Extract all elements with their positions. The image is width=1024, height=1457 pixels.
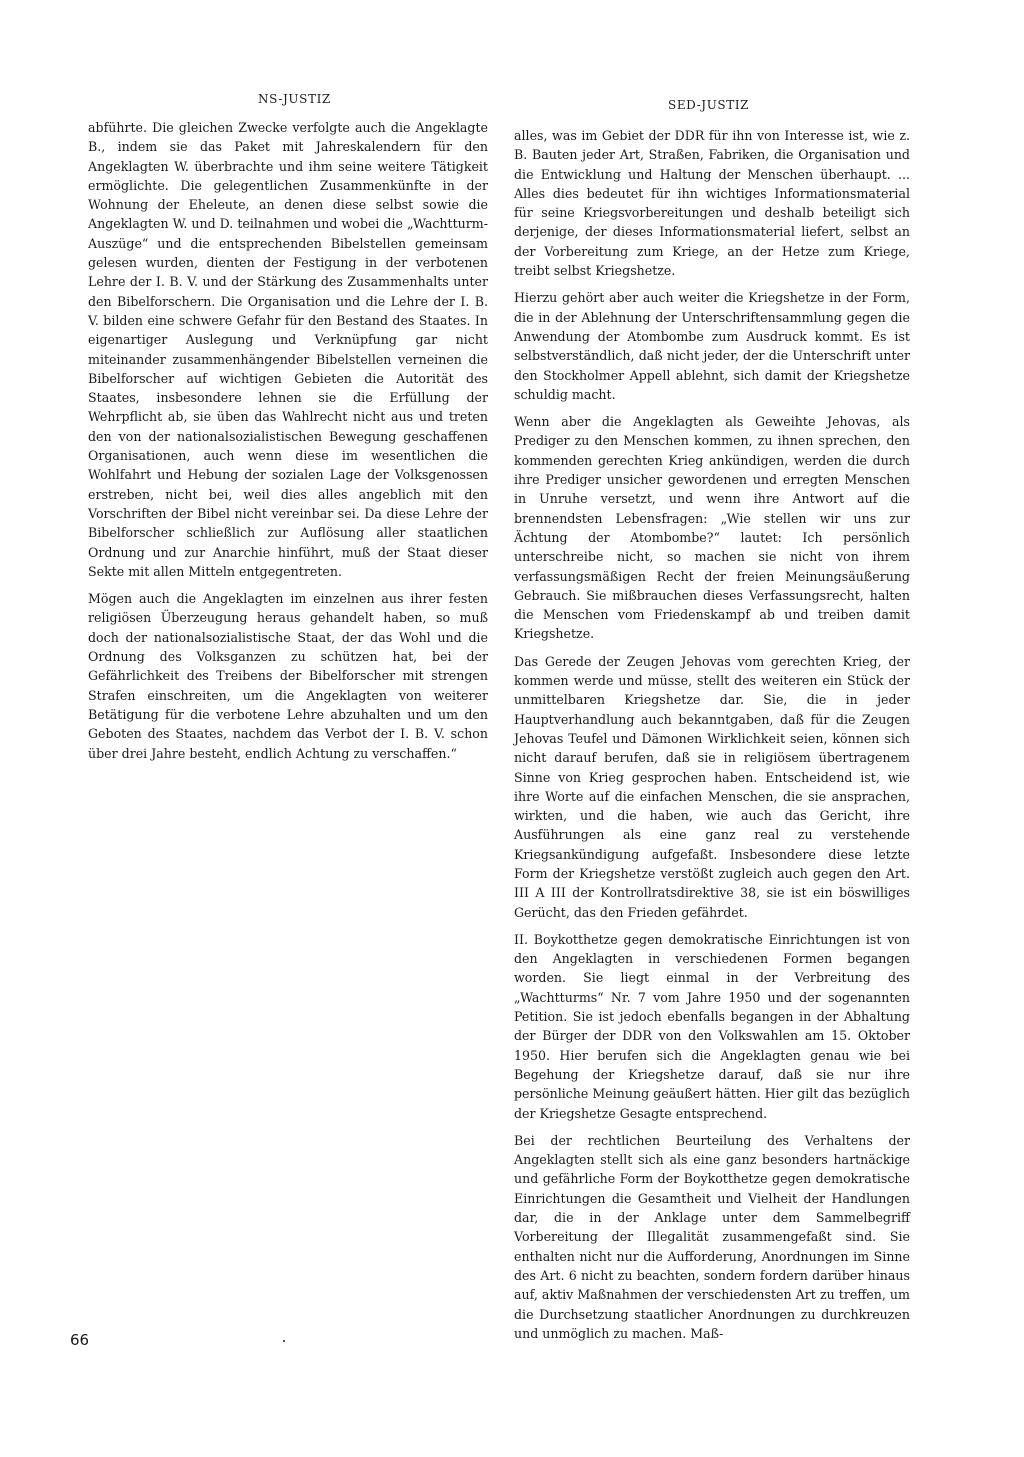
page-number: 66 [70,1331,90,1349]
paragraph: abführte. Die gleichen Zwecke verfolgte auch die Angeklagte B., indem sie das Paket mit Jahreskalendern für den Angeklagten W. überbrachte und ihm seine weitere Tätigkeit ermöglichte. Die gelegentlichen Zusammenkünfte in der Wohnung der Eheleute, an denen diese selbst sowie die Angeklagten W. und D. teilnahmen und wobei die „Wachtturm-Auszüge“ und die entsprechenden Bibelstellen gemeinsam gelesen wurden, dienten der Festigung in der verbotenen Lehre der I. B. V. und der Stärkung des Zusammenhalts unter den Bibelforschern. Die Organisation und die Lehre der I. B. V. bilden eine schwere Gefahr für den Bestand des Staates. In eigenartiger Auslegung und Verknüpfung gar nicht miteinander zusammenhängender Bibelstellen verneinen die Bibelforscher auf wichtigen Gebieten die Autorität des Staates, insbesondere lehnen sie die Erfüllung der Wehrpflicht ab, sie üben das Wahlrecht nicht aus und treten den von der nationalsozialistischen Bewegung geschaffenen Organisationen, auch wenn diese im wesentlichen die Wohlfahrt und Hebung der sozialen Lage der Volksgenossen erstreben, nicht bei, weil dies alles angeblich mit den Vorschriften der Bibel nicht vereinbar sei. Da diese Lehre der Bibelforscher schließlich zur Auflösung aller staatlichen Ordnung und zur Anarchie hinführt, muß der Staat dieser Sekte mit allen Mitteln entgegentreten. [88,120,488,579]
paragraph: II. Boykotthetze gegen demokratische Einrichtungen ist von den Angeklagten in verschiedenen Formen begangen worden. Sie liegt einmal in der Verbreitung des „Wachtturms“ Nr. 7 vom Jahre 1950 und der sogenannten Petition. Sie ist jedoch ebenfalls begangen in der Abhaltung der Bürger der DDR von den Volkswahlen am 15. Oktober 1950. Hier berufen sich die Angeklagten genau wie bei Begehung der Kriegshetze darauf, daß sie nur ihre persönliche Meinung geäußert hätten. Hier gilt das bezüglich der Kriegshetze Gesagte entsprechend. [514,931,910,1121]
left-column-header: NS-JUSTIZ [258,92,331,106]
paragraph: Mögen auch die Angeklagten im einzelnen aus ihrer festen religiösen Überzeugung heraus gehandelt haben, so muß doch der nationalsozialistische Staat, der das Wohl und die Ordnung des Volksganzen zu schützen hat, bei der Gefährlichkeit des Treibens der Bibelforscher mit strengen Strafen einschreiten, um die Angeklagten von weiterer Betätigung für die verbotene Lehre abzuhalten und um den Geboten des Staates, nachdem das Verbot der I. B. V. schon über drei Jahre besteht, endlich Achtung zu verschaffen.“ [88,591,488,761]
paragraph: Das Gerede der Zeugen Jehovas vom gerechten Krieg, der kommen werde und müsse, stellt des weiteren ein Stück der unmittelbaren Kriegshetze dar. Sie, die in jeder Hauptverhandlung auch bekanntgaben, daß für die Zeugen Jehovas Teufel und Dämonen Wirklichkeit seien, können sich nicht darauf berufen, daß sie in religiösem übertragenem Sinne von Krieg gesprochen haben. Entscheidend ist, wie ihre Worte auf die einfachen Menschen, die sie ansprachen, wirkten, und die haben, wie auch das Gericht, ihre Ausführungen als eine ganz real zu verstehende Kriegsankündigung aufgefaßt. Insbesondere diese letzte Form der Kriegshetze verstößt zugleich auch gegen den Art. III A III der Kontrollratsdirektive 38, sie ist ein böswilliges Gerücht, das den Frieden gefährdet. [514,653,910,920]
paragraph: Wenn aber die Angeklagten als Geweihte Jehovas, als Prediger zu den Menschen kommen, zu ihnen sprechen, den kommenden gerechten Krieg ankündigen, werden die durch ihre Prediger unsicher gewordenen und erregten Menschen in Unruhe versetzt, und wenn ihre Antwort auf die brennendsten Lebensfragen: „Wie stellen wir uns zur Ächtung der Atombombe?“ lautet: Ich persönlich unterschreibe nicht, so machen sie nicht von ihrem verfassungsmäßigen Recht der freien Meinungsäußerung Gebrauch. Sie mißbrauchen dieses Verfassungsrecht, halten die Menschen vom Friedenskampf ab und treiben damit Kriegshetze. [514,414,910,642]
paragraph: alles, was im Gebiet der DDR für ihn von Interesse ist, wie z. B. Bauten jeder Art, Straßen, Fabriken, die Organisation und die Entwicklung und Haltung der Menschen überhaupt. ... Alles dies bedeutet für ihn wichtiges Informationsmaterial für seine Kriegsvorbereitungen und deshalb beteiligt sich derjenige, der dieses Informationsmaterial liefert, selbst an der Vorbereitung zum Kriege, an der Hetze zum Kriege, treibt selbst Kriegshetze. [514,128,910,279]
paragraph: Hierzu gehört aber auch weiter die Kriegshetze in der Form, die in der Ablehnung der Unterschriftensammlung gegen die Anwendung der Atombombe zum Ausdruck kommt. Es ist selbstverständlich, daß nicht jeder, der die Unterschrift unter den Stockholmer Appell ablehnt, sich damit der Kriegshetze schuldig macht. [514,290,910,402]
right-column-header: SED-JUSTIZ [668,98,750,112]
paragraph: Bei der rechtlichen Beurteilung des Verhaltens der Angeklagten stellt sich als eine ganz besonders hartnäckige und gefährliche Form der Boykotthetze gegen demokratische Einrichtungen die Gesamtheit und Vielheit der Handlungen dar, die in der Anklage unter dem Sammelbegriff Vorbereitung der Illegalität zusammengefaßt sind. Sie enthalten nicht nur die Aufforderung, Anordnungen im Sinne des Art. 6 nicht zu beachten, sondern fordern darüber hinaus auf, aktiv Maßnahmen der verschiedensten Art zu treffen, um die Durchsetzung staatlicher Anordnungen zu durchkreuzen und unmöglich zu machen. Maß- [514,1132,910,1341]
left-column [88,118,488,771]
right-column [514,126,910,1351]
print-speck [283,1340,285,1342]
